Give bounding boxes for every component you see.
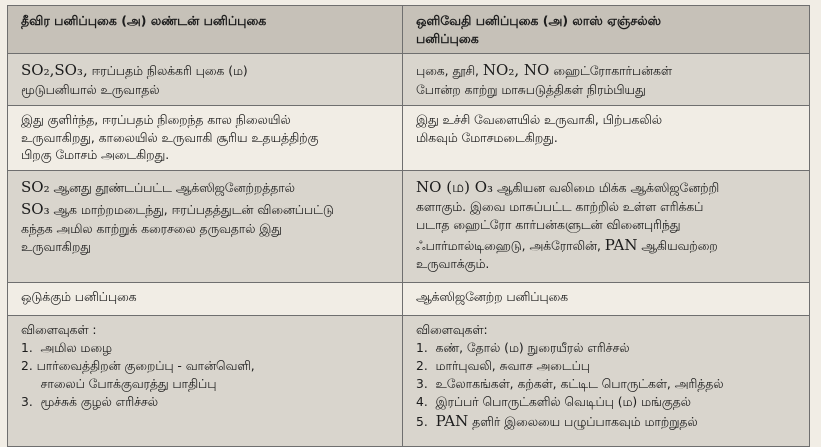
cell-london-composition: SO₂,SO₃, ஈரப்பதம் நிலக்கரி புகை (ம) மூடுபனியால் உருவாதல் xyxy=(8,54,403,106)
row-mechanism xyxy=(8,171,810,283)
list-item: 3. உலோகங்கள், கற்கள், கட்டிட பொருட்கள், அரித்தல் xyxy=(416,376,724,391)
cell-photochemical-composition: புகை, தூசி, NO₂, NO ஹைட்ரோகார்பன்கள் போன்ற காற்று மாசுபடுத்திகள் நிரம்பியது xyxy=(403,54,810,106)
cell-photochemical-formation: இது உச்சி வேளையில் உருவாகி, பிற்பகலில் மிகவும் மோசமடைகிறது. xyxy=(403,105,810,170)
header-london-smog: தீவிர பனிப்புகை (அ) லண்டன் பனிப்புகை xyxy=(8,6,403,54)
cell-photochemical-effects xyxy=(403,316,810,447)
list-item: 1. கண், தோல் (ம) நுரையீரல் எரிச்சல் xyxy=(416,341,630,356)
row-smog-type xyxy=(8,283,810,316)
list-item: 3. மூச்சுக் குழல் எரிச்சல் xyxy=(21,394,158,409)
list-item: 2. பார்வைத்திறன் குறைப்பு - வான்வெளி, xyxy=(21,358,255,373)
list-item: 4. இரப்பர் பொருட்களில் வெடிப்பு (ம) மங்குதல் xyxy=(416,394,691,409)
header-photochemical-smog: ஒளிவேதி பனிப்புகை (அ) லாஸ் ஏஞ்சல்ஸ் பனிப்புகை xyxy=(403,6,810,54)
effects-label: விளைவுகள் : xyxy=(21,323,97,338)
list-item: 1. அமில மழை xyxy=(21,341,112,356)
row-composition xyxy=(8,54,810,106)
cell-london-formation: இது குளிர்ந்த, ஈரப்பதம் நிறைந்த கால நிலையில் உருவாகிறது, காலையில் உருவாகி சூரிய உதயத்திற்கு பிறகு மோசம் அடைகிறது. xyxy=(8,105,403,170)
cell-london-mechanism: SO₂ ஆனது தூண்டப்பட்ட ஆக்ஸிஜனேற்றத்தால் SO₃ ஆக மாற்றமடைந்து, ஈரப்பதத்துடன் வினைப்பட்டு கந்தக அமில காற்றுக் கரைசலை தருவதால் இது உருவாகிறது xyxy=(8,171,403,283)
london-effects-list xyxy=(21,340,393,411)
list-item: 5. PAN தளிர் இலையை பழுப்பாகவும் மாற்றுதல் xyxy=(416,412,698,431)
cell-reducing-smog: ஒடுக்கும் பனிப்புகை xyxy=(8,283,403,316)
header-row xyxy=(8,6,810,54)
cell-oxidizing-smog: ஆக்ஸிஜனேற்ற பனிப்புகை xyxy=(403,283,810,316)
smog-comparison-table xyxy=(7,5,810,447)
row-effects xyxy=(8,316,810,447)
cell-london-effects xyxy=(8,316,403,447)
list-item: 2. மார்புவலி, சுவாச அடைப்பு xyxy=(416,358,590,373)
photochemical-effects-list xyxy=(416,340,800,433)
effects-label: விளைவுகள்: xyxy=(416,323,488,338)
cell-photochemical-mechanism: NO (ம) O₃ ஆகியன வலிமை மிக்க ஆக்ஸிஜனேற்றி களாகும். இவை மாசுப்பட்ட காற்றில் உள்ள எரிக்கப் படாத ஹைட்ரோ கார்பன்களுடன் வினைபுரிந்து ஃபார்மால்டிஹைடு, அக்ரோலின், PAN ஆகியவற்றை உருவாக்கும். xyxy=(403,171,810,283)
list-item: சாலைப் போக்குவரத்து பாதிப்பு xyxy=(21,376,217,391)
row-formation-time xyxy=(8,105,810,170)
